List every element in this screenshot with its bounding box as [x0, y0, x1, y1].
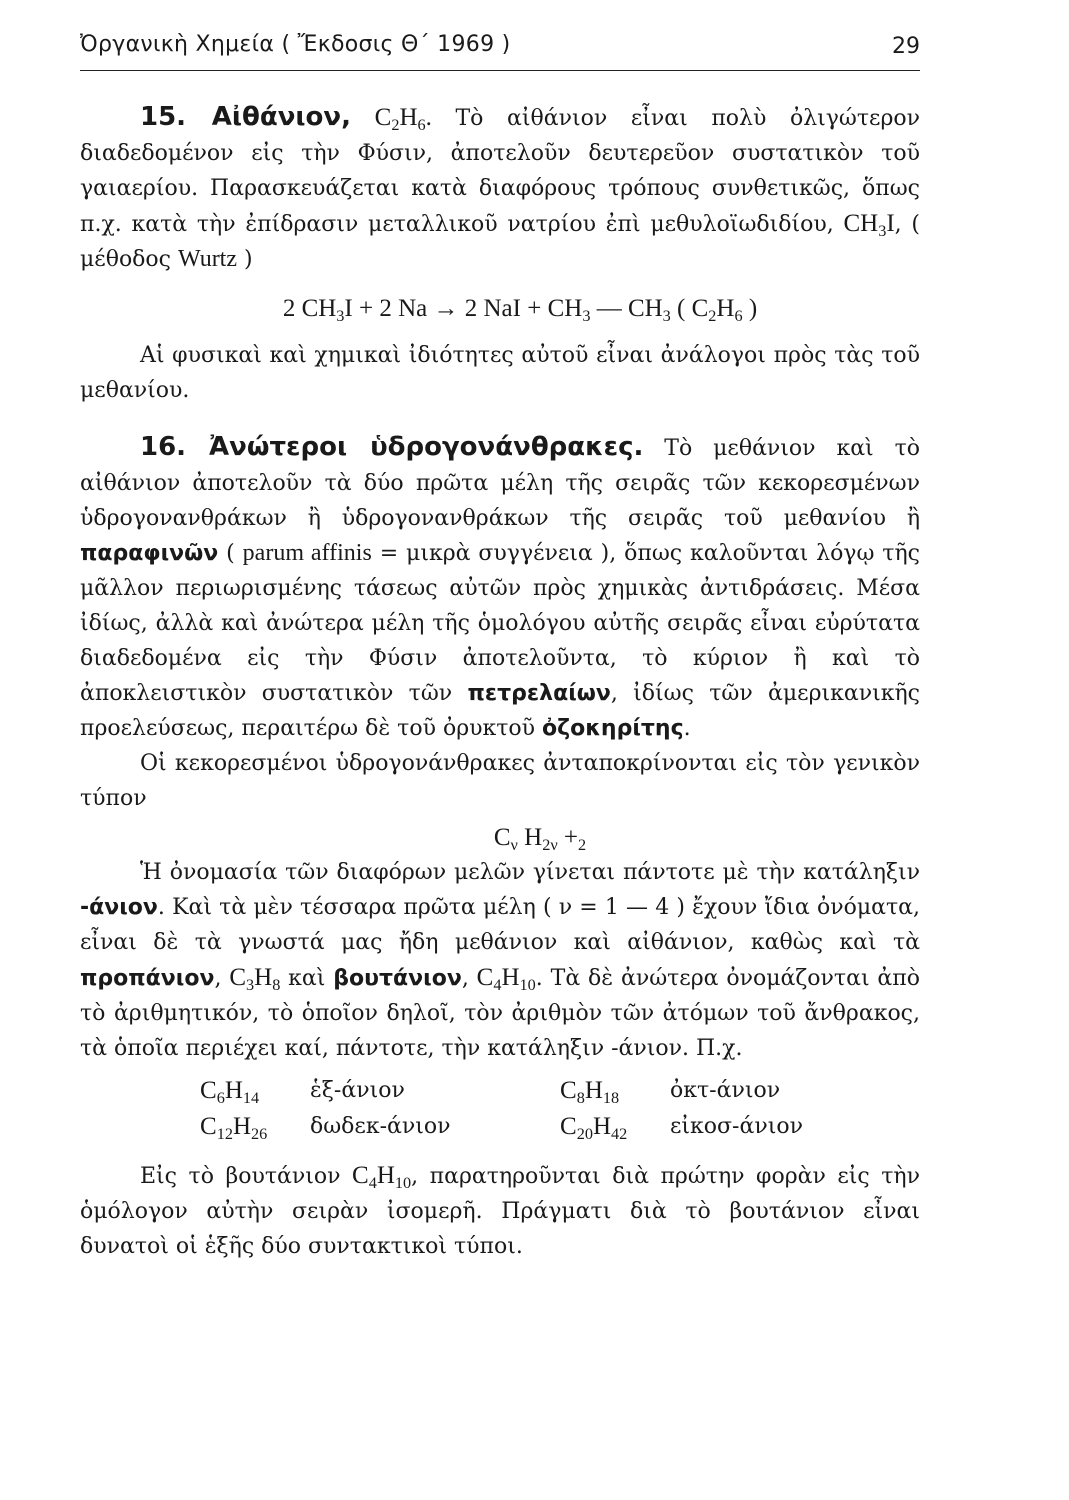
section-15-properties: Αἱ φυσικαὶ καὶ χημικαὶ ἰδιότητες αὐτοῦ εἶναι ἀνάλογοι πρὸς τὰς τοῦ μεθανίου.: [80, 343, 920, 403]
term-paraffins: παραφινῶν: [80, 541, 219, 566]
formula-cell: $C_8H_{18}$: [560, 1076, 620, 1107]
section-16-paragraph: [80, 430, 920, 746]
term-anion: -άνιον: [80, 895, 158, 920]
s15-text-3: ): [237, 247, 253, 272]
term-butane: βουτάνιον: [333, 966, 462, 991]
name-cell: δωδεκ-άνιον: [310, 1113, 451, 1139]
alkane-names-table: [200, 1072, 920, 1144]
page-number: 29: [892, 34, 920, 59]
section-15-paragraph: [80, 100, 920, 277]
header-rule: [80, 70, 920, 71]
term-propane: προπάνιον: [80, 966, 215, 991]
running-header: [80, 28, 920, 68]
section-15-title: 15. Αἰθάνιον,: [140, 102, 351, 132]
s16-text-4: , ἰδίως τῶν ἀμερικανικῆς προελεύσεως, περαιτέρω δὲ τοῦ ὀρυκτοῦ: [80, 681, 920, 741]
wurtz-name: Wurtz: [178, 246, 238, 272]
table-row: [200, 1072, 920, 1108]
butane-formula: $C_4H_{10}$: [476, 964, 536, 994]
name-cell: εἰκοσ-άνιον: [670, 1113, 803, 1139]
section-16-title: 16. Ἀνώτεροι ὑδρογονάνθρακες.: [140, 432, 644, 462]
latin-phrase: parum affinis: [242, 540, 372, 566]
naming-paragraph: Ἡ ὀνομασία τῶν διαφόρων μελῶν γίνεται πάντοτε μὲ τὴν κατάληξιν -άνιον. Καὶ τὰ μὲν τέσσαρα πρῶτα μέλη ( ν = 1 — 4 ) ἔχουν ἴδια ὀνόματα, εἶναι δὲ τὰ γνωστά μας ἤδη μεθάνιον καὶ αἰθάνιον, καθὼς καὶ τὰ προπάνιον, $C_3H_8$ καὶ βουτάνιον, $C_4H_{10}$. Τὰ δὲ ἀνώτερα ὀνομάζονται ἀπὸ τὸ ἀριθμητικόν, τὸ ὁποῖον δηλοῖ, τὸν ἀριθμὸν τῶν ἀτόμων τοῦ ἄνθρακος, τὰ ὁποῖα περιέχει καί, πάντοτε, τὴν κατάληξιν -άνιον. Π.χ.: [80, 860, 920, 1061]
methyl-iodide-formula: $CH_3I$: [843, 210, 895, 240]
term-petroleum: πετρελαίων: [467, 681, 611, 706]
body-text: [80, 100, 920, 1264]
s16-text-5: .: [683, 716, 691, 741]
formula-cell: $C_{20}H_{42}$: [560, 1112, 628, 1143]
formula-cell: $C_{12}H_{26}$: [200, 1112, 268, 1143]
s15-text-2: , ( μέθοδος: [80, 212, 920, 272]
propane-formula: $C_3H_8$: [229, 964, 281, 994]
general-formula-intro: Οἱ κεκορεσμένοι ὑδρογονάνθρακες ἀνταποκρίνονται εἰς τὸν γενικὸν τύπον: [80, 751, 920, 811]
general-formula: $C_\nu$ $H_{2\nu} +_2$: [493, 824, 587, 854]
name-cell: ὀκτ-άνιον: [670, 1077, 781, 1103]
butane-formula-2: $C_4H_{10}$: [352, 1162, 412, 1192]
wurtz-equation: 2 $CH_3I + 2$ Na → 2 NaI + $CH_3$ — $CH_3$ ( $C_2H_6$ ): [282, 295, 758, 325]
running-title: Ὀργανικὴ Χημεία ( Ἔκδοσις Θ΄ 1969 ): [80, 32, 511, 57]
s15-text-1: Τὸ αἰθάνιον εἶναι πολὺ ὀλιγώτερον διαδεδομένον εἰς τὴν Φύσιν, ἀποτελοῦν δευτερεῦον συστατικὸν τοῦ γαιαερίου. Παρασκευάζεται κατὰ διαφόρους τρόπους συνθετικῶς, ὅπως π.χ. κατὰ τὴν ἐπίδρασιν μεταλλικοῦ νατρίου ἐπὶ μεθυλοϊωδιδίου,: [80, 106, 920, 237]
term-ozokerite: ὀζοκηρίτης: [542, 716, 684, 741]
s16-text-1: Τὸ μεθάνιον καὶ τὸ αἰθάνιον ἀποτελοῦν τὰ δύο πρῶτα μέλη τῆς σειρᾶς τῶν κεκορεσμένων ὑδρογονανθράκων ἢ ὑδρογονανθράκων τῆς σειρᾶς τοῦ μεθανίου ἢ: [80, 436, 920, 531]
s16-text-3: = μικρὰ συγγένεια ), ὅπως καλοῦνται λόγῳ τῆς μᾶλλον περιωρισμένης τάσεως αὐτῶν πρὸς χημικὰς ἀντιδράσεις. Μέσα ἰδίως, ἀλλὰ καὶ ἀνώτερα μέλη τῆς ὁμολόγου αὐτῆς σειρᾶς εἶναι εὐρύτατα διαδεδομένα εἰς τὴν Φύσιν ἀποτελοῦντα, τὸ κύριον ἢ καὶ τὸ ἀποκλειστικὸν συστατικὸν τῶν: [80, 541, 920, 706]
formula-cell: $C_6H_{14}$: [200, 1076, 260, 1107]
table-row: [200, 1108, 920, 1144]
name-cell: ἑξ-άνιον: [310, 1077, 405, 1103]
isomers-paragraph: Εἰς τὸ βουτάνιον $C_4H_{10}$, παρατηροῦνται διὰ πρώτην φορὰν εἰς τὴν ὁμόλογον αὐτὴν σειρὰν ἰσομερῆ. Πράγματι διὰ τὸ βουτάνιον εἶναι δυνατοὶ οἱ ἑξῆς δύο συντακτικοὶ τύποι.: [80, 1162, 920, 1259]
ethane-formula: $C_2H_6$.: [374, 104, 432, 134]
s16-text-2: (: [218, 541, 243, 566]
